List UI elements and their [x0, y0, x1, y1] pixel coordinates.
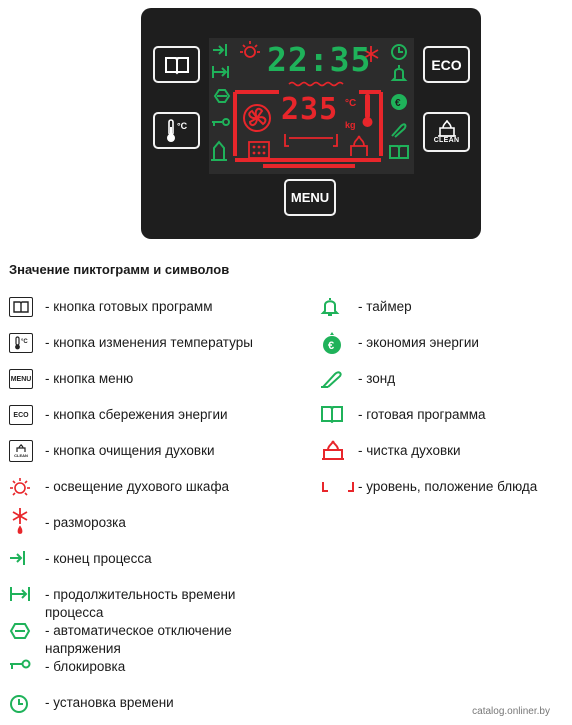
temperature-button-icon [9, 333, 33, 353]
display-end-process-icon [213, 44, 226, 56]
eco-button-icon: ECO [9, 405, 33, 425]
legend-text-auto-off: - автоматическое отключение напряжения [45, 623, 232, 656]
display-probe-icon [392, 124, 405, 137]
lock-icon [9, 658, 31, 672]
watermark: catalog.onliner.by [472, 706, 550, 717]
legend-text-eco-button: - кнопка сбережения энергии [45, 407, 228, 422]
defrost-icon [9, 506, 31, 536]
book-icon [164, 55, 190, 75]
legend-heading: Значение пиктограмм и символов [9, 262, 230, 277]
legend-text-probe: - зонд [358, 371, 396, 386]
legend-text-timer: - таймер [358, 299, 412, 314]
legend-text-program: - готовая программа [358, 407, 486, 422]
display-fan-icon [244, 105, 270, 131]
program-book-icon [320, 405, 344, 423]
display-weight-unit: kg [345, 120, 356, 130]
svg-text:°C: °C [21, 339, 28, 345]
legend-text-oven-cleaning: - чистка духовки [358, 443, 461, 458]
display-light-icon [240, 41, 260, 57]
probe-icon [320, 369, 344, 389]
display-eco-icon [391, 94, 407, 110]
book-button-icon [9, 297, 33, 317]
display-fan-grill-icon [211, 142, 227, 160]
eco-button[interactable] [423, 46, 470, 83]
display-thermometer-icon [363, 94, 373, 127]
display-clock-icon [392, 45, 406, 59]
temperature-button[interactable] [153, 112, 200, 149]
duration-icon [9, 585, 31, 603]
display-timer-icon [393, 65, 405, 80]
legend-text-energy-saving: - экономия энергии [358, 335, 479, 350]
menu-button-label: MENU [290, 190, 330, 205]
legend-text-clean-button: - кнопка очищения духовки [45, 443, 215, 458]
display-temp-unit: °C [345, 98, 357, 109]
display-book-icon [390, 146, 408, 158]
clean-button-icon: CLEAN [9, 440, 33, 462]
svg-text:€: € [328, 340, 335, 352]
legend-text-shelf-level: - уровень, положение блюда [358, 479, 538, 494]
oven-control-panel [141, 8, 481, 239]
legend-text-defrost: - разморозка [45, 515, 126, 530]
oven-light-icon [9, 477, 31, 497]
svg-text:°C: °C [176, 120, 187, 131]
legend-text-oven-light: - освещение духового шкафа [45, 479, 230, 494]
svg-text:€: € [395, 98, 401, 109]
end-process-icon [9, 549, 29, 567]
legend-text-lock: - блокировка [45, 659, 126, 674]
shelf-level-icon [320, 480, 356, 494]
display-heat-wave [289, 83, 343, 86]
display-duration-icon [213, 66, 228, 78]
energy-saving-icon [320, 331, 344, 355]
display-time: 22:35 [267, 40, 372, 79]
legend-text-end-process: - конец процесса [45, 551, 152, 566]
legend-text-clock: - установка времени [45, 695, 174, 710]
clean-icon [436, 120, 458, 138]
oven-display [209, 38, 414, 174]
display-lock-icon [212, 119, 229, 126]
menu-button[interactable] [284, 179, 336, 216]
display-shelf-icon [285, 134, 337, 146]
clean-button-label: CLEAN [433, 137, 460, 144]
legend-text-programs-button: - кнопка готовых программ [45, 299, 213, 314]
auto-off-icon [9, 622, 31, 640]
legend-text-menu-button: - кнопка меню [45, 371, 134, 386]
menu-button-icon: MENU [9, 369, 33, 389]
legend-text-temperature-button: - кнопка изменения температуры [45, 335, 253, 350]
clock-icon [9, 694, 29, 714]
display-temperature: 235 [281, 92, 339, 127]
thermometer-icon [163, 118, 191, 144]
legend-text-duration: - продолжительность времени процесса [45, 587, 236, 620]
display-auto-off-icon [215, 90, 229, 102]
display-clean-icon [351, 136, 367, 156]
display-grill-icon [249, 142, 269, 158]
programs-button[interactable] [153, 46, 200, 83]
timer-bell-icon [320, 297, 340, 317]
clean-button[interactable] [423, 112, 470, 152]
eco-button-label: ECO [431, 56, 462, 73]
oven-cleaning-icon [320, 439, 346, 463]
